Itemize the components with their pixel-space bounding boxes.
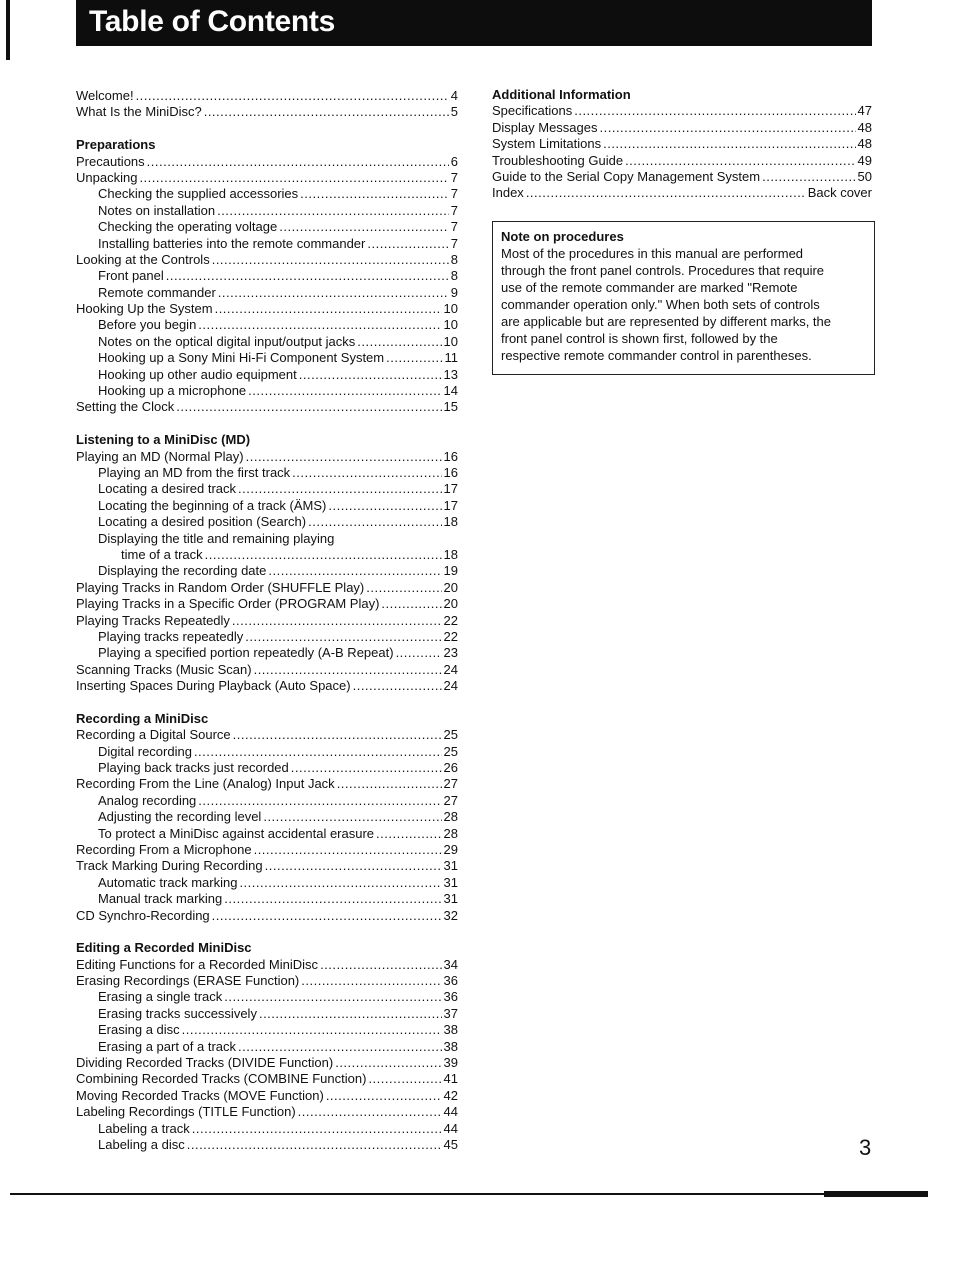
toc-entry-title: Analog recording bbox=[98, 792, 197, 808]
note-on-procedures-box bbox=[492, 221, 875, 375]
toc-entry-title: Playing Tracks in Random Order (SHUFFLE Play) bbox=[76, 579, 365, 595]
toc-entry-title: Unpacking bbox=[76, 169, 138, 185]
toc-entry-title: To protect a MiniDisc against accidental erasure bbox=[98, 825, 375, 841]
toc-entry-page: 7 bbox=[450, 202, 458, 218]
toc-entry-page: 39 bbox=[443, 1055, 458, 1071]
dot-leader bbox=[326, 1088, 442, 1104]
toc-entry bbox=[76, 826, 458, 842]
toc-entry-page: 34 bbox=[443, 956, 458, 972]
dot-leader bbox=[217, 203, 449, 219]
toc-entry bbox=[76, 678, 458, 694]
toc-entry-title: Recording From a Microphone bbox=[76, 841, 252, 857]
toc-entry-page: 24 bbox=[443, 678, 458, 694]
toc-entry-title: Guide to the Serial Copy Management System bbox=[492, 168, 761, 184]
dot-leader bbox=[212, 908, 442, 924]
toc-entry-title: Specifications bbox=[492, 103, 573, 119]
toc-entry-page: 11 bbox=[444, 350, 458, 366]
toc-entry-title: Adjusting the recording level bbox=[98, 809, 262, 825]
bottom-rule bbox=[10, 1193, 928, 1195]
toc-entry bbox=[76, 367, 458, 383]
dot-leader bbox=[279, 219, 449, 235]
toc-entry-page: 22 bbox=[443, 612, 458, 628]
toc-entry-title: Notes on the optical digital input/output jacks bbox=[98, 333, 356, 349]
dot-leader bbox=[246, 449, 442, 465]
dot-leader bbox=[335, 1055, 441, 1071]
toc-entry bbox=[76, 481, 458, 497]
toc-entry-title: Setting the Clock bbox=[76, 399, 175, 415]
toc-entry bbox=[76, 399, 458, 415]
toc-entry-page: 18 bbox=[443, 546, 458, 562]
toc-entry bbox=[76, 498, 458, 514]
dot-leader bbox=[353, 678, 442, 694]
toc-entry bbox=[76, 662, 458, 678]
toc-entry bbox=[76, 858, 458, 874]
toc-entry bbox=[76, 891, 458, 907]
toc-entry bbox=[76, 465, 458, 481]
toc-entry-title: Locating the beginning of a track (ÄMS) bbox=[98, 497, 327, 513]
dot-leader bbox=[204, 104, 449, 120]
toc-entry bbox=[492, 103, 872, 119]
toc-entry-page: 49 bbox=[857, 152, 872, 168]
toc-entry-page: 13 bbox=[443, 366, 458, 382]
dot-leader bbox=[139, 170, 448, 186]
toc-entry-title: Locating a desired position (Search) bbox=[98, 514, 307, 530]
dot-leader bbox=[292, 465, 441, 481]
toc-entry bbox=[76, 219, 458, 235]
toc-entry bbox=[76, 334, 458, 350]
toc-entry-page: 31 bbox=[443, 891, 458, 907]
toc-entry-title: Precautions bbox=[76, 153, 145, 169]
toc-entry-page: 10 bbox=[443, 333, 458, 349]
toc-entry-title: Notes on installation bbox=[98, 202, 216, 218]
toc-entry-title: Combining Recorded Tracks (COMBINE Function) bbox=[76, 1071, 367, 1087]
dot-leader bbox=[224, 989, 441, 1005]
toc-entry bbox=[492, 185, 872, 201]
toc-entry-title: Installing batteries into the remote commander bbox=[98, 235, 366, 251]
toc-entry bbox=[76, 760, 458, 776]
toc-right-column bbox=[492, 87, 872, 202]
toc-entry-title: Hooking up a Sony Mini Hi-Fi Component System bbox=[98, 350, 385, 366]
dot-leader bbox=[291, 760, 442, 776]
toc-entry-page: 32 bbox=[443, 907, 458, 923]
toc-entry-page: 25 bbox=[443, 743, 458, 759]
toc-entry-title: Erasing tracks successively bbox=[98, 1005, 257, 1021]
dot-leader bbox=[263, 809, 441, 825]
toc-entry-title: Recording a Digital Source bbox=[76, 727, 231, 743]
toc-entry-title: Track Marking During Recording bbox=[76, 858, 263, 874]
toc-entry-page: 47 bbox=[857, 103, 872, 119]
dot-leader bbox=[232, 613, 442, 629]
dot-leader bbox=[192, 1121, 442, 1137]
toc-entry bbox=[76, 285, 458, 301]
toc-entry-page: 4 bbox=[450, 88, 458, 103]
toc-entry-title: Playing tracks repeatedly bbox=[98, 628, 244, 644]
note-line: through the front panel controls. Procedures that require bbox=[501, 263, 825, 278]
toc-entry bbox=[76, 1137, 458, 1153]
page-title: Table of Contents bbox=[89, 5, 336, 38]
toc-entry-title: Before you begin bbox=[98, 317, 197, 333]
dot-leader bbox=[337, 776, 442, 792]
toc-entry-page: 42 bbox=[443, 1087, 458, 1103]
toc-entry bbox=[76, 744, 458, 760]
toc-entry-page: 50 bbox=[857, 168, 872, 184]
dot-leader bbox=[301, 973, 441, 989]
toc-entry bbox=[76, 1088, 458, 1104]
toc-entry bbox=[76, 301, 458, 317]
toc-entry-page: 25 bbox=[443, 727, 458, 743]
toc-entry-title: Hooking up a microphone bbox=[98, 383, 247, 399]
dot-leader bbox=[147, 154, 449, 170]
section-spacer bbox=[76, 924, 458, 940]
toc-entry-page: 7 bbox=[450, 219, 458, 235]
toc-entry-page: 24 bbox=[443, 661, 458, 677]
note-heading: Note on procedures bbox=[501, 229, 624, 244]
note-line: respective remote commander control in parentheses. bbox=[501, 348, 812, 363]
toc-entry-title: System Limitations bbox=[492, 136, 602, 152]
toc-entry bbox=[76, 973, 458, 989]
dot-leader bbox=[248, 383, 441, 399]
toc-entry-page: 22 bbox=[443, 628, 458, 644]
toc-entry-page: 17 bbox=[443, 497, 458, 513]
toc-entry-page: 10 bbox=[443, 301, 458, 317]
dot-leader bbox=[198, 317, 441, 333]
dot-leader bbox=[308, 514, 441, 530]
toc-entry-page: 15 bbox=[443, 399, 458, 415]
dot-leader bbox=[239, 875, 441, 891]
section-heading: Preparations bbox=[76, 137, 156, 153]
toc-entry bbox=[76, 383, 458, 399]
dot-leader bbox=[265, 858, 442, 874]
dot-leader bbox=[254, 662, 442, 678]
toc-entry-title: Playing a specified portion repeatedly (A-B Repeat) bbox=[98, 645, 394, 661]
toc-entry-page: 37 bbox=[443, 1005, 458, 1021]
toc-entry-title: Playing an MD (Normal Play) bbox=[76, 448, 244, 464]
toc-entry bbox=[76, 236, 458, 252]
toc-entry bbox=[76, 514, 458, 530]
toc-entry bbox=[76, 268, 458, 284]
toc-entry-page: 18 bbox=[443, 514, 458, 530]
toc-entry bbox=[76, 1121, 458, 1137]
section-spacer bbox=[76, 121, 458, 137]
dot-leader bbox=[381, 596, 441, 612]
toc-entry bbox=[76, 1104, 458, 1120]
toc-entry-page: 38 bbox=[443, 1038, 458, 1054]
dot-leader bbox=[176, 399, 441, 415]
toc-entry-title: Recording From the Line (Analog) Input Jack bbox=[76, 776, 335, 792]
toc-entry-title: Digital recording bbox=[98, 743, 192, 759]
toc-entry-page: 20 bbox=[443, 596, 458, 612]
toc-entry bbox=[76, 350, 458, 366]
dot-leader bbox=[268, 563, 441, 579]
toc-entry-title: Moving Recorded Tracks (MOVE Function) bbox=[76, 1087, 324, 1103]
toc-entry bbox=[76, 170, 458, 186]
toc-entry bbox=[76, 154, 458, 170]
toc-entry-page: 28 bbox=[443, 825, 458, 841]
dot-leader bbox=[218, 285, 449, 301]
toc-entry-title: Hooking up other audio equipment bbox=[98, 366, 297, 382]
toc-entry bbox=[76, 908, 458, 924]
dot-leader bbox=[574, 103, 855, 119]
page-number: 3 bbox=[859, 1135, 872, 1160]
toc-entry-page: 28 bbox=[443, 809, 458, 825]
bottom-rule-accent bbox=[824, 1191, 928, 1197]
toc-entry bbox=[76, 989, 458, 1005]
toc-entry bbox=[76, 1055, 458, 1071]
dot-leader bbox=[194, 744, 442, 760]
toc-entry-title: Dividing Recorded Tracks (DIVIDE Function) bbox=[76, 1055, 334, 1071]
toc-entry-title: Scanning Tracks (Music Scan) bbox=[76, 661, 252, 677]
toc-entry bbox=[492, 153, 872, 169]
dot-leader bbox=[366, 580, 441, 596]
dot-leader bbox=[328, 498, 441, 514]
toc-entry-title: Erasing a part of a track bbox=[98, 1038, 237, 1054]
toc-entry bbox=[76, 645, 458, 661]
dot-leader bbox=[600, 120, 856, 136]
dot-leader bbox=[376, 826, 442, 842]
toc-entry-page: 27 bbox=[443, 776, 458, 792]
dot-leader bbox=[396, 645, 442, 661]
toc-entry-title: Erasing a single track bbox=[98, 989, 223, 1005]
toc-entry-page: 8 bbox=[450, 268, 458, 284]
toc-entry-title: Locating a desired track bbox=[98, 481, 237, 497]
toc-entry bbox=[76, 727, 458, 743]
toc-entry bbox=[76, 449, 458, 465]
dot-leader bbox=[300, 186, 449, 202]
toc-entry-title: Displaying the recording date bbox=[98, 563, 267, 579]
toc-entry-page: 41 bbox=[443, 1071, 458, 1087]
toc-entry-page: 16 bbox=[443, 448, 458, 464]
toc-entry-title: Labeling Recordings (TITLE Function) bbox=[76, 1104, 296, 1120]
toc-entry-page: 44 bbox=[443, 1120, 458, 1136]
dot-leader bbox=[603, 136, 855, 152]
toc-entry-page: 31 bbox=[443, 874, 458, 890]
dot-leader bbox=[224, 891, 441, 907]
dot-leader bbox=[182, 1022, 442, 1038]
toc-entry-title: What Is the MiniDisc? bbox=[76, 104, 202, 120]
toc-entry-title: Index bbox=[492, 185, 524, 201]
toc-entry bbox=[76, 629, 458, 645]
toc-entry-page: 48 bbox=[857, 119, 872, 135]
toc-entry-page: 44 bbox=[443, 1104, 458, 1120]
note-line: use of the remote commander are marked "Remote bbox=[501, 280, 798, 295]
toc-entry bbox=[76, 252, 458, 268]
toc-entry bbox=[76, 809, 458, 825]
toc-entry bbox=[76, 88, 458, 104]
toc-entry-title: Display Messages bbox=[492, 119, 598, 135]
section-spacer bbox=[76, 694, 458, 710]
toc-entry-title: Front panel bbox=[98, 268, 164, 284]
toc-entry bbox=[76, 104, 458, 120]
dot-leader bbox=[198, 793, 441, 809]
toc-entry-page: 19 bbox=[443, 563, 458, 579]
section-heading: Recording a MiniDisc bbox=[76, 710, 209, 726]
toc-entry-title: Playing Tracks Repeatedly bbox=[76, 612, 230, 628]
note-line: are applicable but are represented by different marks, the bbox=[501, 314, 832, 329]
note-line: Most of the procedures in this manual are performed bbox=[501, 246, 804, 261]
dot-leader bbox=[299, 367, 442, 383]
toc-entry-page: 48 bbox=[857, 136, 872, 152]
toc-entry-title: Inserting Spaces During Playback (Auto Space) bbox=[76, 678, 351, 694]
dot-leader bbox=[187, 1137, 442, 1153]
toc-entry-page: 10 bbox=[443, 317, 458, 333]
dot-leader bbox=[238, 481, 442, 497]
toc-entry-title: Checking the supplied accessories bbox=[98, 186, 299, 202]
note-line: commander operation only." When both sets of controls bbox=[501, 297, 820, 312]
section-heading: Editing a Recorded MiniDisc bbox=[76, 940, 252, 956]
toc-entry bbox=[76, 613, 458, 629]
dot-leader bbox=[320, 957, 441, 973]
toc-entry-page: 14 bbox=[443, 383, 458, 399]
toc-entry bbox=[76, 580, 458, 596]
dot-leader bbox=[386, 350, 442, 366]
toc-entry-page: 26 bbox=[443, 760, 458, 776]
toc-entry-title: Checking the operating voltage bbox=[98, 219, 278, 235]
dot-leader bbox=[625, 153, 855, 169]
toc-entry bbox=[76, 1071, 458, 1087]
toc-entry bbox=[76, 842, 458, 858]
toc-entry bbox=[492, 120, 872, 136]
toc-entry bbox=[76, 596, 458, 612]
dot-leader bbox=[233, 727, 442, 743]
section-spacer bbox=[76, 416, 458, 432]
toc-entry bbox=[76, 1022, 458, 1038]
dot-leader bbox=[368, 1071, 441, 1087]
dot-leader bbox=[238, 1039, 442, 1055]
dot-leader bbox=[526, 185, 806, 201]
toc-entry-title: Remote commander bbox=[98, 284, 216, 300]
toc-entry-page: 7 bbox=[450, 186, 458, 202]
toc-entry-page: 6 bbox=[450, 153, 458, 169]
toc-left-column bbox=[76, 88, 458, 1153]
toc-entry-title: Hooking Up the System bbox=[76, 301, 213, 317]
toc-entry bbox=[76, 317, 458, 333]
toc-entry-page: 16 bbox=[443, 464, 458, 480]
section-heading: Listening to a MiniDisc (MD) bbox=[76, 432, 251, 448]
dot-leader bbox=[762, 169, 855, 185]
toc-entry-page: 38 bbox=[443, 1022, 458, 1038]
toc-entry-title: Manual track marking bbox=[98, 891, 223, 907]
toc-entry-title: CD Synchro-Recording bbox=[76, 907, 210, 923]
toc-entry-title: Looking at the Controls bbox=[76, 251, 210, 267]
dot-leader bbox=[166, 268, 449, 284]
note-line: front panel control is shown first, followed by the bbox=[501, 331, 778, 346]
toc-entry bbox=[76, 186, 458, 202]
dot-leader bbox=[259, 1006, 442, 1022]
toc-entry bbox=[76, 957, 458, 973]
dot-leader bbox=[205, 547, 442, 563]
toc-entry bbox=[76, 563, 458, 579]
dot-leader bbox=[215, 301, 442, 317]
toc-entry-page: 7 bbox=[450, 169, 458, 185]
note-body bbox=[501, 245, 867, 364]
toc-entry-page: 5 bbox=[450, 104, 458, 120]
scan-edge-rule bbox=[6, 0, 10, 60]
toc-entry-page: 17 bbox=[443, 481, 458, 497]
toc-entry-title: Automatic track marking bbox=[98, 874, 238, 890]
toc-entry bbox=[76, 1006, 458, 1022]
toc-entry-page: 9 bbox=[450, 284, 458, 300]
toc-entry-title: Labeling a track bbox=[98, 1120, 190, 1136]
toc-entry-title: Troubleshooting Guide bbox=[492, 152, 624, 168]
toc-entry-page: 20 bbox=[443, 579, 458, 595]
toc-entry-title: Playing an MD from the first track bbox=[98, 464, 291, 480]
toc-entry-page: 29 bbox=[443, 841, 458, 857]
toc-entry bbox=[76, 203, 458, 219]
toc-entry-title: Erasing a disc bbox=[98, 1022, 180, 1038]
toc-entry bbox=[76, 793, 458, 809]
dot-leader bbox=[357, 334, 441, 350]
toc-entry-title: Editing Functions for a Recorded MiniDisc bbox=[76, 956, 319, 972]
dot-leader bbox=[136, 88, 449, 104]
toc-entry-title: Playing back tracks just recorded bbox=[98, 760, 289, 776]
dot-leader bbox=[298, 1104, 442, 1120]
toc-entry bbox=[492, 169, 872, 185]
section-heading: Additional Information bbox=[492, 87, 631, 102]
toc-entry-title: time of a track bbox=[121, 546, 203, 562]
toc-entry bbox=[76, 547, 458, 563]
dot-leader bbox=[254, 842, 442, 858]
toc-entry-page: 8 bbox=[450, 251, 458, 267]
toc-entry bbox=[76, 875, 458, 891]
dot-leader bbox=[212, 252, 449, 268]
toc-entry-page: 36 bbox=[443, 989, 458, 1005]
toc-entry-page: 27 bbox=[443, 792, 458, 808]
toc-entry bbox=[492, 136, 872, 152]
title-banner bbox=[76, 0, 872, 46]
toc-entry-page: 7 bbox=[450, 235, 458, 251]
toc-entry-page: 31 bbox=[443, 858, 458, 874]
toc-entry-title: Welcome! bbox=[76, 88, 134, 103]
toc-entry bbox=[76, 1039, 458, 1055]
toc-entry-title: Labeling a disc bbox=[98, 1137, 185, 1152]
toc-entry-title: Playing Tracks in a Specific Order (PROGRAM Play) bbox=[76, 596, 380, 612]
toc-entry bbox=[76, 776, 458, 792]
toc-entry-title: Erasing Recordings (ERASE Function) bbox=[76, 973, 300, 989]
dot-leader bbox=[367, 236, 448, 252]
dot-leader bbox=[245, 629, 441, 645]
toc-entry-continued: Displaying the title and remaining playing bbox=[98, 530, 335, 546]
toc-entry-page: Back cover bbox=[807, 185, 872, 201]
toc-entry-page: 36 bbox=[443, 973, 458, 989]
toc-entry-page: 45 bbox=[443, 1137, 458, 1152]
toc-entry-page: 23 bbox=[443, 645, 458, 661]
